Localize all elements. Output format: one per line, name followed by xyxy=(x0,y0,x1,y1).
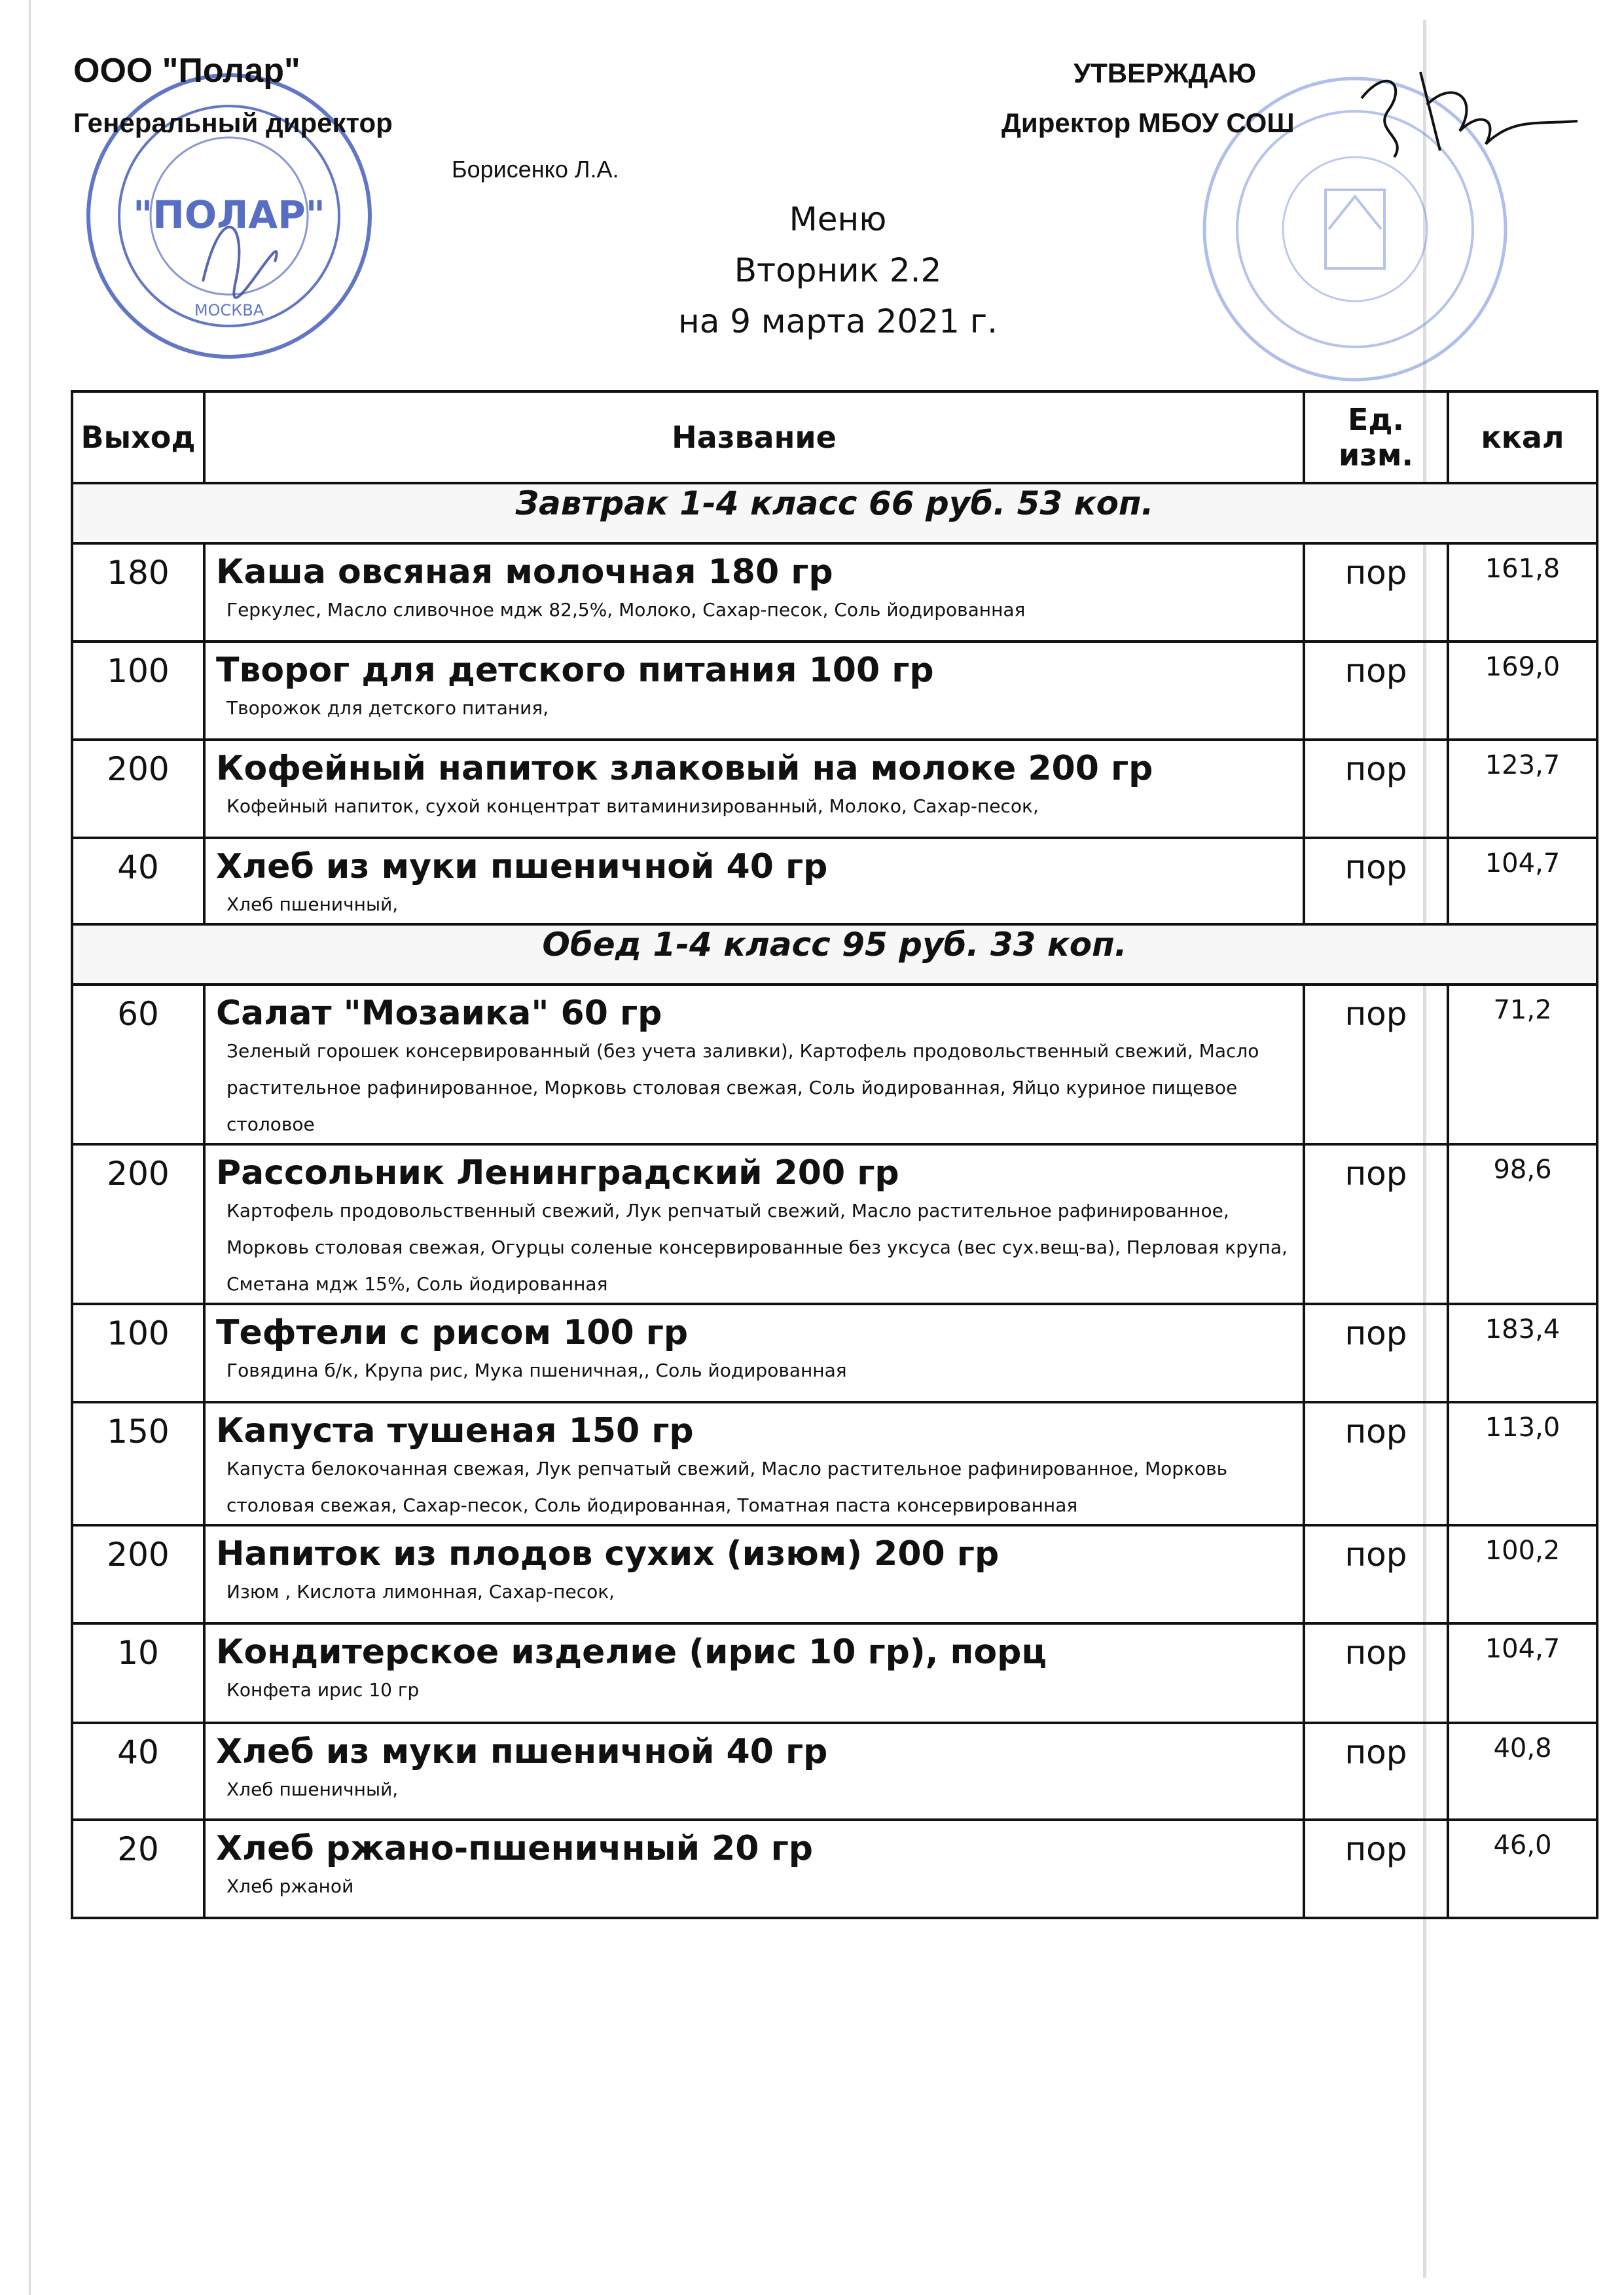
item-ingredients: Зеленый горошек консервированный (без учета заливки), Картофель продовольственный свежий, Масло растительное рафинированное, Морковь столовая свежая, Соль йодированная, Яйцо куриное пищевое столовое xyxy=(226,1040,1259,1135)
item-kcal: 71,2 xyxy=(1448,985,1597,1144)
item-cell xyxy=(204,1525,1304,1623)
item-output: 150 xyxy=(72,1402,204,1525)
item-kcal: 98,6 xyxy=(1448,1144,1597,1304)
item-cell xyxy=(204,1623,1304,1723)
item-unit: пор xyxy=(1304,1525,1448,1623)
item-kcal: 169,0 xyxy=(1448,642,1597,740)
item-output: 200 xyxy=(72,1144,204,1304)
item-output: 40 xyxy=(72,1723,204,1820)
section-label: Завтрак 1-4 класс 66 руб. 53 коп. xyxy=(72,483,1597,543)
title-line-2: Вторник 2.2 xyxy=(734,251,942,289)
item-unit: пор xyxy=(1304,1723,1448,1820)
item-output: 20 xyxy=(72,1820,204,1918)
item-output: 200 xyxy=(72,1525,204,1623)
item-ingredients: Геркулес, Масло сливочное мдж 82,5%, Молоко, Сахар-песок, Соль йодированная xyxy=(226,599,1026,621)
section-row xyxy=(72,483,1597,543)
item-unit: пор xyxy=(1304,1623,1448,1723)
item-kcal: 123,7 xyxy=(1448,740,1597,838)
item-kcal: 161,8 xyxy=(1448,543,1597,642)
header-out: Выход xyxy=(72,391,204,483)
item-kcal: 46,0 xyxy=(1448,1820,1597,1918)
item-kcal: 113,0 xyxy=(1448,1402,1597,1525)
item-cell xyxy=(204,838,1304,924)
item-unit: пор xyxy=(1304,740,1448,838)
item-cell xyxy=(204,1144,1304,1304)
item-cell xyxy=(204,740,1304,838)
item-name: Кофейный напиток злаковый на молоке 200 гр xyxy=(216,749,1153,788)
item-ingredients: Изюм , Кислота лимонная, Сахар-песок, xyxy=(226,1581,615,1602)
item-unit: пор xyxy=(1304,838,1448,924)
table-header xyxy=(72,391,1597,483)
item-output: 200 xyxy=(72,740,204,838)
approval-role: Директор МБОУ СОШ xyxy=(1001,107,1295,138)
item-ingredients: Капуста белокочанная свежая, Лук репчатый свежий, Масло растительное рафинированное, Морковь столовая свежая, Сахар-песок, Соль йодированная, Томатная паста консервированная xyxy=(226,1458,1228,1516)
table-row xyxy=(72,1525,1597,1623)
item-unit: пор xyxy=(1304,1304,1448,1402)
item-kcal: 104,7 xyxy=(1448,1623,1597,1723)
scan-edge-left xyxy=(29,0,31,2295)
company-name: ООО "Полар" xyxy=(73,52,300,90)
item-output: 10 xyxy=(72,1623,204,1723)
header-kcal: ккал xyxy=(1448,391,1597,483)
item-unit: пор xyxy=(1304,985,1448,1144)
company-role: Генеральный директор xyxy=(73,107,393,138)
item-ingredients: Говядина б/к, Крупа рис, Мука пшеничная,, Соль йодированная xyxy=(226,1360,847,1381)
item-cell xyxy=(204,985,1304,1144)
item-name: Каша овсяная молочная 180 гр xyxy=(216,552,833,592)
item-name: Салат "Мозаика" 60 гр xyxy=(216,994,662,1033)
item-kcal: 100,2 xyxy=(1448,1525,1597,1623)
table-row xyxy=(72,1304,1597,1402)
item-cell xyxy=(204,543,1304,642)
item-name: Творог для детского питания 100 гр xyxy=(216,651,934,690)
table-row xyxy=(72,1402,1597,1525)
section-label: Обед 1-4 класс 95 руб. 33 коп. xyxy=(72,924,1597,985)
item-name: Напиток из плодов сухих (изюм) 200 гр xyxy=(216,1534,1000,1574)
item-unit: пор xyxy=(1304,543,1448,642)
item-output: 60 xyxy=(72,985,204,1144)
approval-label: УТВЕРЖДАЮ xyxy=(1074,58,1257,88)
item-ingredients: Хлеб пшеничный, xyxy=(226,1779,399,1800)
item-ingredients: Хлеб ржаной xyxy=(226,1875,354,1897)
item-output: 100 xyxy=(72,642,204,740)
header-name: Название xyxy=(204,391,1304,483)
item-ingredients: Картофель продовольственный свежий, Лук репчатый свежий, Масло растительное рафинированное, Морковь столовая свежая, Огурцы соленые консервированные без уксуса (вес сух.вещ-ва), Перловая крупа, Сметана мдж 15%, Соль йодированная xyxy=(226,1200,1288,1295)
item-cell xyxy=(204,1402,1304,1525)
table-row xyxy=(72,1144,1597,1304)
section-row xyxy=(72,924,1597,985)
item-name: Капуста тушеная 150 гр xyxy=(216,1411,694,1451)
item-ingredients: Хлеб пшеничный, xyxy=(226,894,399,915)
item-cell xyxy=(204,642,1304,740)
item-name: Рассольник Ленинградский 200 гр xyxy=(216,1153,899,1193)
table-row xyxy=(72,740,1597,838)
item-kcal: 40,8 xyxy=(1448,1723,1597,1820)
table-row xyxy=(72,642,1597,740)
table-row xyxy=(72,1820,1597,1918)
item-output: 100 xyxy=(72,1304,204,1402)
item-name: Кондитерское изделие (ирис 10 гр), порц xyxy=(216,1633,1047,1672)
table-row xyxy=(72,543,1597,642)
director-signature xyxy=(1348,59,1584,164)
menu-table xyxy=(71,390,1598,1919)
item-kcal: 104,7 xyxy=(1448,838,1597,924)
item-unit: пор xyxy=(1304,642,1448,740)
header-unit: Ед. изм. xyxy=(1304,391,1448,483)
item-name: Хлеб из муки пшеничной 40 гр xyxy=(216,1732,828,1771)
item-output: 40 xyxy=(72,838,204,924)
title-line-3: на 9 марта 2021 г. xyxy=(678,302,998,340)
item-name: Хлеб ржано-пшеничный 20 гр xyxy=(216,1829,813,1868)
table-row xyxy=(72,985,1597,1144)
signer-name: Борисенко Л.А. xyxy=(452,156,619,183)
menu-title xyxy=(576,194,1100,347)
item-name: Тефтели с рисом 100 гр xyxy=(216,1313,689,1352)
table-row xyxy=(72,1623,1597,1723)
item-kcal: 183,4 xyxy=(1448,1304,1597,1402)
table-row xyxy=(72,1723,1597,1820)
item-ingredients: Творожок для детского питания, xyxy=(226,697,549,719)
menu-body xyxy=(72,483,1597,1918)
item-name: Хлеб из муки пшеничной 40 гр xyxy=(216,847,828,886)
item-unit: пор xyxy=(1304,1402,1448,1525)
svg-text:"ПОЛАР": "ПОЛАР" xyxy=(133,192,325,237)
item-cell xyxy=(204,1723,1304,1820)
svg-text:МОСКВА: МОСКВА xyxy=(194,301,264,319)
item-ingredients: Конфета ирис 10 гр xyxy=(226,1679,420,1701)
item-cell xyxy=(204,1304,1304,1402)
item-unit: пор xyxy=(1304,1820,1448,1918)
item-output: 180 xyxy=(72,543,204,642)
item-ingredients: Кофейный напиток, сухой концентрат витаминизированный, Молоко, Сахар-песок, xyxy=(226,795,1039,817)
table-row xyxy=(72,838,1597,924)
title-line-1: Меню xyxy=(789,200,887,238)
item-unit: пор xyxy=(1304,1144,1448,1304)
item-cell xyxy=(204,1820,1304,1918)
